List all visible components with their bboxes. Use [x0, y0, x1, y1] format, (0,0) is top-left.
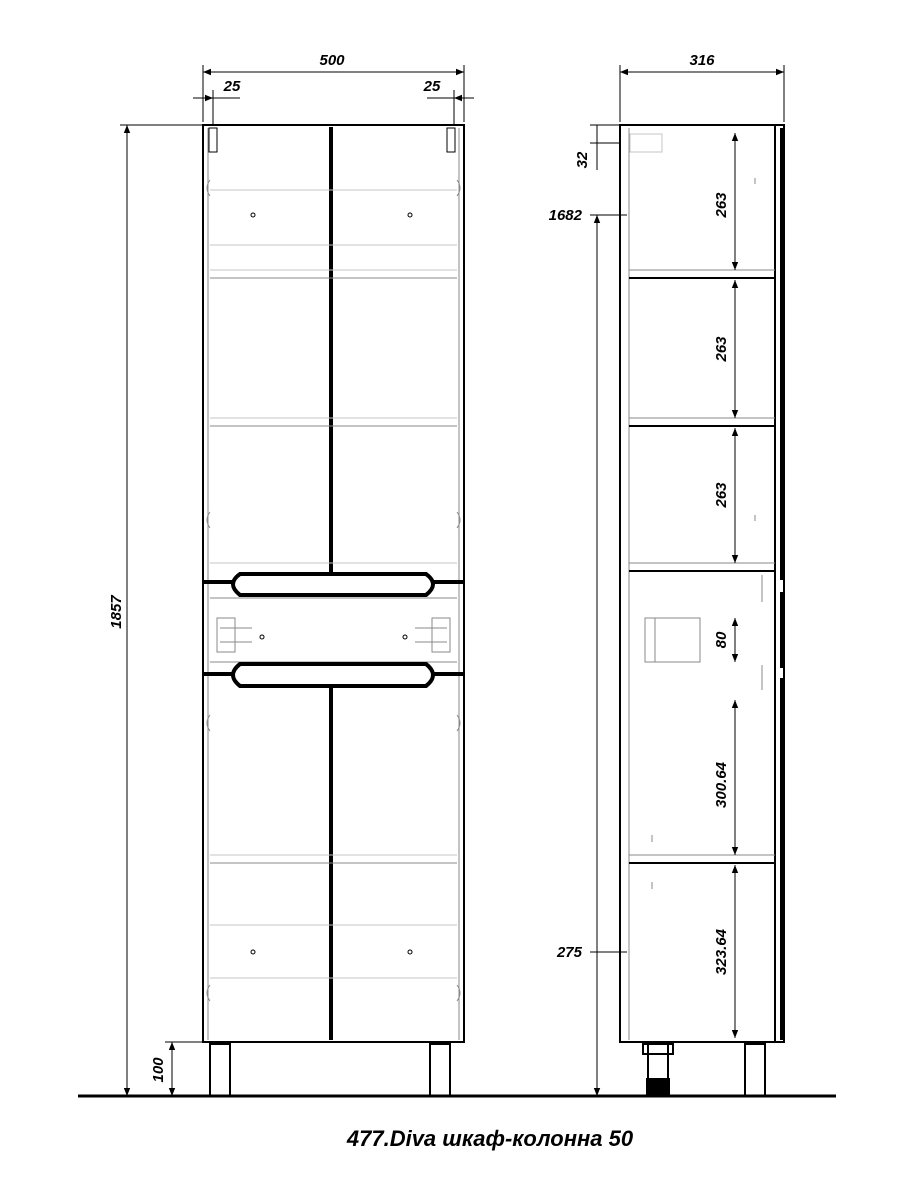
front-leg-left	[210, 1044, 230, 1096]
lower-shelf-2-label: 323.64	[713, 929, 730, 975]
front-leg-right	[430, 1044, 450, 1096]
side-leg-front	[745, 1044, 765, 1096]
upper-handle	[233, 574, 433, 595]
front-margin-left-label: 25	[223, 78, 241, 95]
lower-handle	[233, 664, 433, 686]
drawer-label: 80	[713, 631, 730, 649]
side-depth-label: 316	[689, 52, 715, 69]
legs-height-label: 100	[150, 1057, 167, 1083]
shelf-3-label: 263	[713, 482, 730, 508]
shelf-1-label: 263	[713, 192, 730, 218]
side-height-upper-label: 1682	[548, 207, 582, 224]
front-height-label: 1857	[108, 595, 125, 629]
front-width-label: 500	[319, 52, 345, 69]
side-dimensions	[549, 52, 784, 1096]
side-view	[620, 125, 784, 1096]
front-view	[203, 125, 464, 1096]
front-margin-right-label: 25	[423, 78, 441, 95]
side-height-lower-label: 275	[556, 944, 582, 961]
side-cabinet-body	[620, 125, 784, 1042]
lower-shelf-1-label: 300.64	[713, 762, 730, 808]
caption: 477.Diva шкаф-колонна 50	[346, 1126, 634, 1151]
shelf-2-label: 263	[713, 336, 730, 362]
side-top-gap-label: 32	[574, 151, 591, 169]
